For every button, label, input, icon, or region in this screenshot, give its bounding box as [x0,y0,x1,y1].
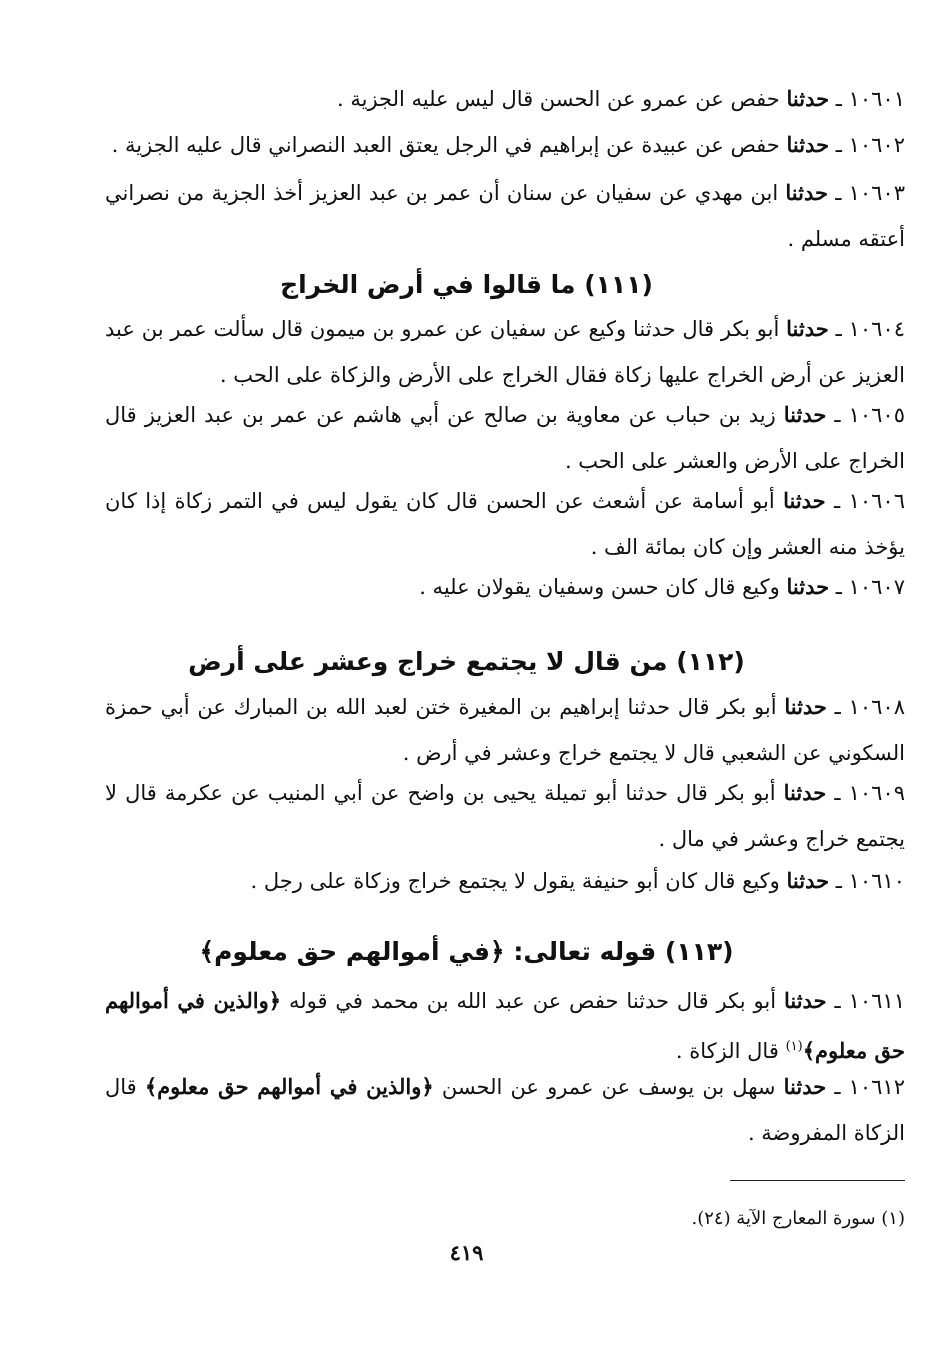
hadith-text: أبو بكر قال حدثنا إبراهيم بن المغيرة ختن لعبد الله بن المبارك عن أبي حمزة السكوني عن الشعبي قال لا يجتمع خراج وعشر في أرض . [105,695,905,765]
section-heading-112: (١١٢) من قال لا يجتمع خراج وعشر على أرض [188,647,745,676]
hadith-keyword: حدثنا [785,180,828,205]
hadith-text-end: قال الزكاة . [675,1039,779,1063]
hadith-10604: ١٠٦٠٤ ـ حدثنا أبو بكر قال حدثنا وكيع عن سفيان عن عمرو بن ميمون قال سألت عمر بن عبد العزيز عن أرض الخراج عليها زكاة فقال الخراج على الأرض والزكاة على الحب . [105,316,905,387]
hadith-text: حفص عن عبيدة عن إبراهيم في الرجل يعتق العبد النصراني قال عليه الجزية . [111,133,780,157]
hadith-10611: ١٠٦١١ ـ حدثنا أبو بكر قال حدثنا حفص عن عبد الله بن محمد في قوله ﴿والذين في أموالهم حق معلوم﴾$^{(١)}$ قال الزكاة . [105,988,905,1063]
hadith-number: ١٠٦٠٨ [848,695,905,719]
hadith-text: ابن مهدي عن سفيان عن سنان أن عمر بن عبد العزيز أخذ الجزية من نصراني أعتقه مسلم . [105,181,905,251]
section-heading-113: (١١٣) قوله تعالى: ﴿في أموالهم حق معلوم﴾ [199,937,734,966]
hadith-number: ١٠٦٠٧ [848,575,905,599]
quran-quote: ﴿والذين في أموالهم حق معلوم﴾ [144,1074,434,1099]
hadith-keyword: حدثنا [784,694,827,719]
hadith-number: ١٠٦٠٣ [848,181,905,205]
hadith-text: أبو أسامة عن أشعث عن الحسن قال كان يقول ليس في التمر زكاة إذا كان يؤخذ منه العشر وإن كان بمائة الف . [105,489,905,559]
hadith-10602: ١٠٦٠٢ ـ حدثنا حفص عن عبيدة عن إبراهيم في الرجل يعتق العبد النصراني قال عليه الجزية . [111,132,905,157]
hadith-keyword: حدثنا [786,868,830,893]
footnote-ref[interactable]: (١) [785,1039,803,1054]
hadith-10612: ١٠٦١٢ ـ حدثنا سهل بن يوسف عن عمرو عن الحسن ﴿والذين في أموالهم حق معلوم﴾ قال الزكاة المفروضة . [105,1074,905,1145]
hadith-10607: ١٠٦٠٧ ـ حدثنا وكيع قال كان حسن وسفيان يقولان عليه . [419,574,905,599]
footnote: (١) سورة المعارج الآية (٢٤). [691,1208,905,1229]
hadith-number: ١٠٦٠٤ [848,317,905,341]
hadith-keyword: حدثنا [783,402,827,427]
hadith-number: ١٠٦٠١ [848,87,905,111]
hadith-text: أبو بكر قال حدثنا حفص عن عبد الله بن محمد في قوله [288,989,777,1013]
hadith-10609: ١٠٦٠٩ ـ حدثنا أبو بكر قال حدثنا أبو تميلة يحيى بن واضح عن أبي المنيب عن عكرمة قال لا يجتمع خراج وعشر في مال . [105,780,905,851]
hadith-number: ١٠٦٠٦ [848,489,905,513]
hadith-number: ١٠٦٠٥ [848,403,905,427]
hadith-keyword: حدثنا [786,132,830,157]
hadith-keyword: حدثنا [783,488,826,513]
hadith-number: ١٠٦٠٩ [848,781,905,805]
footnote-divider [730,1180,905,1181]
hadith-keyword: حدثنا [783,780,827,805]
hadith-keyword: حدثنا [783,988,827,1013]
hadith-text: سهل بن يوسف عن عمرو عن الحسن [441,1075,776,1099]
hadith-number: ١٠٦١٠ [848,869,905,893]
hadith-number: ١٠٦٠٢ [848,133,905,157]
hadith-text: حفص عن عمرو عن الحسن قال ليس عليه الجزية . [337,87,780,111]
hadith-10601: ١٠٦٠١ ـ حدثنا حفص عن عمرو عن الحسن قال ليس عليه الجزية . [337,86,905,111]
page-number: ٤١٩ [449,1240,484,1265]
hadith-keyword: حدثنا [786,316,829,341]
hadith-10605: ١٠٦٠٥ ـ حدثنا زيد بن حباب عن معاوية بن صالح عن أبي هاشم عن عمر بن عبد العزيز قال الخراج على الأرض والعشر على الحب . [105,402,905,473]
hadith-text-end: قال الزكاة المفروضة . [105,1075,905,1145]
hadith-10608: ١٠٦٠٨ ـ حدثنا أبو بكر قال حدثنا إبراهيم بن المغيرة ختن لعبد الله بن المبارك عن أبي حمزة السكوني عن الشعبي قال لا يجتمع خراج وعشر في أرض . [105,694,905,765]
hadith-text: زيد بن حباب عن معاوية بن صالح عن أبي هاشم عن عمر بن عبد العزيز قال الخراج على الأرض والعشر على الحب . [105,403,905,473]
hadith-10603: ١٠٦٠٣ ـ حدثنا ابن مهدي عن سفيان عن سنان أن عمر بن عبد العزيز أخذ الجزية من نصراني أعتقه مسلم . [105,180,905,251]
hadith-text: أبو بكر قال حدثنا وكيع عن سفيان عن عمرو بن ميمون قال سألت عمر بن عبد العزيز عن أرض الخراج عليها زكاة فقال الخراج على الأرض والزكاة على الحب . [105,317,905,387]
hadith-keyword: حدثنا [786,86,830,111]
hadith-keyword: حدثنا [786,574,830,599]
section-heading-111: (١١١) ما قالوا في أرض الخراج [280,270,653,299]
hadith-10606: ١٠٦٠٦ ـ حدثنا أبو أسامة عن أشعث عن الحسن قال كان يقول ليس في التمر زكاة إذا كان يؤخذ منه العشر وإن كان بمائة الف . [105,488,905,559]
hadith-text: وكيع قال كان حسن وسفيان يقولان عليه . [419,575,780,599]
hadith-number: ١٠٦١١ [848,989,905,1013]
hadith-text: وكيع قال كان أبو حنيفة يقول لا يجتمع خراج وزكاة على رجل . [250,869,780,893]
hadith-keyword: حدثنا [783,1074,827,1099]
hadith-text: أبو بكر قال حدثنا أبو تميلة يحيى بن واضح عن أبي المنيب عن عكرمة قال لا يجتمع خراج وعشر في مال . [105,781,905,851]
hadith-number: ١٠٦١٢ [848,1075,905,1099]
hadith-10610: ١٠٦١٠ ـ حدثنا وكيع قال كان أبو حنيفة يقول لا يجتمع خراج وزكاة على رجل . [250,868,905,893]
quran-quote: ﴿والذين في أموالهم حق معلوم﴾ [105,988,905,1063]
